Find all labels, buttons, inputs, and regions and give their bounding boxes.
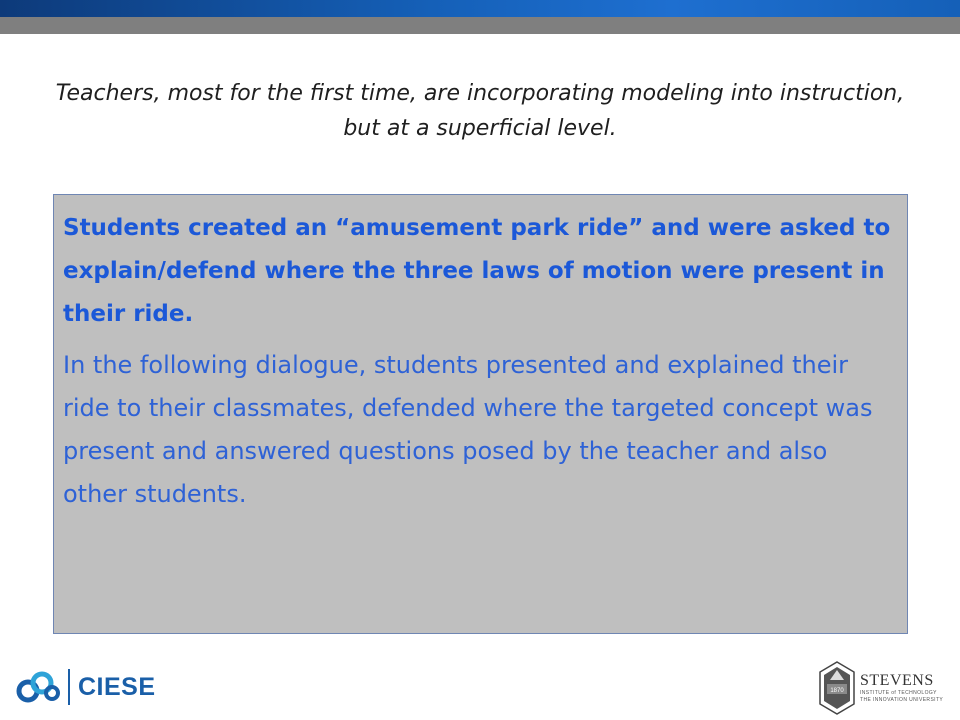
seal-year: 1870 xyxy=(830,688,844,694)
stevens-text-block xyxy=(860,672,943,704)
stevens-seal-icon xyxy=(818,660,856,716)
ciese-swirl-icon xyxy=(14,667,62,707)
top-gray-bar xyxy=(0,17,960,34)
stevens-subtitle-2: THE INNOVATION UNIVERSITY xyxy=(860,697,944,703)
stevens-logo xyxy=(818,658,948,718)
bold-paragraph: Students created an “amusement park ride” and were asked to explain/defend where the three laws of motion were present in their ride. xyxy=(63,215,891,327)
stevens-name: STEVENS xyxy=(860,672,934,689)
content-box xyxy=(53,194,908,634)
slide-title: Teachers, most for the first time, are incorporating modeling into instruction, but at a superficial level. xyxy=(55,81,905,141)
stevens-subtitle-1: INSTITUTE of TECHNOLOGY xyxy=(860,690,937,696)
logo-divider xyxy=(68,669,70,705)
body-paragraph: In the following dialogue, students presented and explained their ride to their classmates, defended where the targeted concept was present and answered questions posed by the teacher and also other students. xyxy=(63,351,873,508)
ciese-wordmark: CIESE xyxy=(78,672,156,701)
ciese-logo xyxy=(14,667,156,707)
top-accent-bar xyxy=(0,0,960,17)
